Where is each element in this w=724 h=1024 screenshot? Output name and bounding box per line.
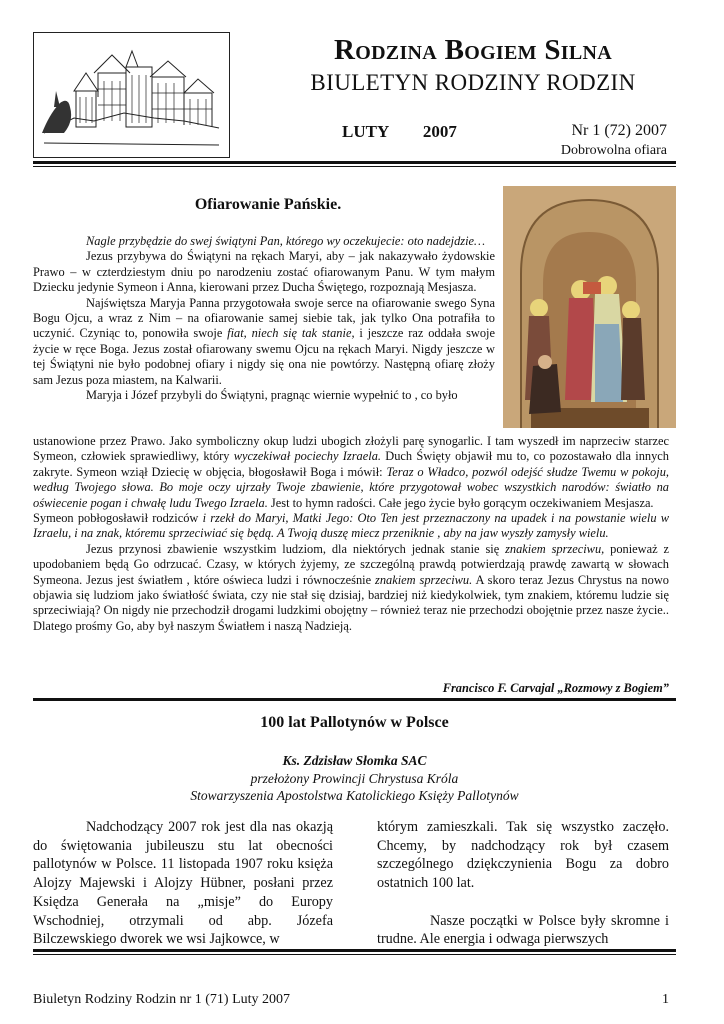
building-drawing-icon: [34, 33, 229, 157]
issue-date: LUTY 2007: [342, 122, 457, 141]
article2-author-organization: Stowarzyszenia Apostolstwa Katolickiego Księży Pallotynów: [190, 788, 519, 803]
issue-number: Nr 1 (72) 2007: [571, 122, 667, 139]
page-number: 1: [662, 992, 669, 1007]
donation-note: Dobrowolna ofiara: [560, 143, 667, 158]
bulletin-subtitle: BIULETYN RODZINY RODZIN: [310, 70, 636, 95]
article-body: Nagle przybędzie do swej świątyni Pan, którego wy oczekujecie: oto nadejdzie… Jezus przybywa do Świątyni na rękach Maryi, aby – jak nakazywało żydowskie Prawo – w czterdziestym dniu po narodzeniu zostać ofiarowanym Panu. W tym małym Dziecku jedynie Symeon i Anna, kierowani przez Ducha Świętego, rozpoznają Mesjasza. Najświętsza Maryja Panna przygotowała swoje serce na ofiarowanie swego Syna Bogu Ojcu, a wraz z Nim – na ofiarowanie samej siebie tak, jak tylko Ona potrafiła to uczynić. Czyniąc to, ponowiła swoje fiat, niech się tak stanie, i jeszcze raz oddała swoje życie w ręce Boga. Jezus został ofiarowany swemu Ojcu na rękach Maryi. Nigdy jeszcze w tej Świątyni nie było podobnej ofiary i nigdy się ona nie powtórzy. Następną ofiarę złoży sam Jezus poza miastem, na Kalwarii. Maryja i Józef przybyli do Świątyni, pragnąc wiernie wypełnić to , co było: [33, 234, 495, 403]
article2-title: 100 lat Pallotynów w Polsce: [260, 714, 449, 731]
presentation-painting: [503, 186, 676, 428]
article2-author-role: przełożony Prowincji Chrystusa Króla: [250, 770, 459, 786]
footer-divider-thin: [33, 954, 676, 955]
footer-divider: [33, 949, 676, 952]
bulletin-title: Rodzina Bogiem Silna: [333, 34, 613, 66]
article-body-continued: ustanowione przez Prawo. Jako symboliczny okup ludzi ubogich złożyli parę synogarlic. I tam wyszedł im naprzeciw starzec Symeon, człowiek sprawiedliwy, który wyczekiwał pociechy Izraela. Duch Święty objawił mu to, co pozostawało dla innych zakryte. Symeon wziął Dziecię w objęcia, błogosławił Boga i mówił: Teraz o Władco, pozwól odejść słudze Twemu w pokoju, według Twojego słowa. Bo moje oczy ujrzały Twoje zbawienie, które przygotował wobec wszystkich narodów: światło na oświecenie pogan i chwałę ludu Twego Izraela. Jest to hymn radości. Całe jego życie było gorącym oczekiwaniem Mesjasza. Symeon pobłogosławił rodziców i rzekł do Maryi, Matki Jego: Oto Ten jest przeznaczony na upadek i na powstanie wielu w Izraelu, i na znak, któremu sprzeciwiać się będą. A Twoją duszę miecz przeniknie , aby na jaw wyszły zamysły wielu. Jezus przynosi zbawienie wszystkim ludziom, dla niektórych jednak stanie się znakiem sprzeciwu, ponieważ z upodobaniem będą Go odrzucać. Czasy, w których żyjemy, ze szczególną prawdą potwierdzają prawdę zawartą w słowach Symeona. Jezus jest światłem , które oświeca ludzi i równocześnie znakiem sprzeciwu. A skoro teraz Jezus Chrystus na nowo objawia się ludziom jako światłość świata, czy nie stał się dzisiaj, bardziej niż kiedykolwiek, tym znakiem, któremu ludzie się sprzeciwiają? On nigdy nie przechodził drogami ludzkimi obojętny – również teraz nie przechodzi obojętnie przez nasze życie.. Dlatego prośmy Go, aby był naszym Światłem i naszą Nadzieją.: [33, 434, 669, 633]
article2-author-block: [33, 752, 676, 805]
painting-image-icon: [503, 186, 676, 428]
footer-text: Biuletyn Rodziny Rodzin nr 1 (71) Luty 2007: [33, 992, 291, 1007]
header-divider: [33, 161, 676, 164]
article2-column-right: którym zamieszkali. Tak się wszystko zaczęło. Chcemy, by nadchodzący rok był czasem szczególnego dziękczynienia Bogu za dobro ostatnich 100 lat. Nasze początki w Polsce były skromne i trudne. Ale energia i odwaga pierwszych: [377, 819, 669, 948]
header-divider-thin: [33, 166, 676, 167]
logo: [33, 32, 230, 158]
article-divider: [33, 698, 676, 701]
article-signature: Francisco F. Carvajal „Rozmowy z Bogiem”: [442, 681, 669, 695]
article2-column-left: Nadchodzący 2007 rok jest dla nas okazją do świętowania jubileuszu stu lat obecności pallotynów w Polsce. 11 listopada 1907 roku księża Alojzy Majewski i Alojzy Hübner, posłani przez Księdza Generała na „misje” do Europy Wschodniej, otrzymali od abp. Józefa Bilczewskiego dworek we wsi Jajkowce, w: [33, 819, 333, 948]
article-title: Ofiarowanie Pańskie.: [194, 196, 342, 213]
article2-author: Ks. Zdzisław Słomka SAC: [282, 753, 427, 768]
